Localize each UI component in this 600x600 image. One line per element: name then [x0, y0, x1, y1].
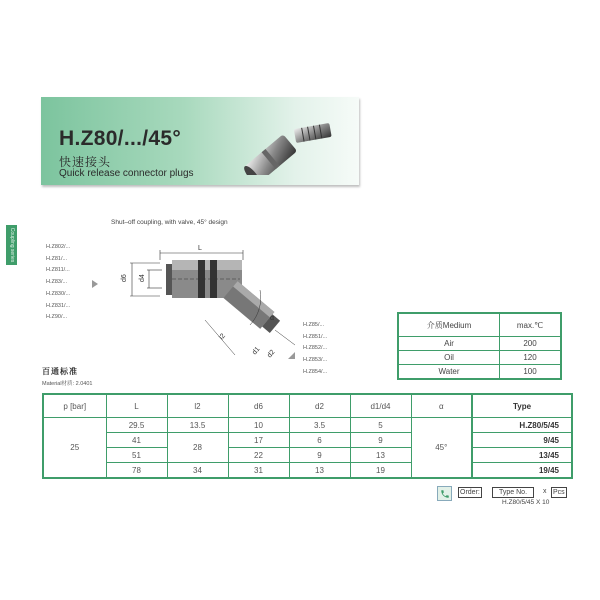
d1d4-cell: 19 [350, 463, 411, 479]
drawing-title: Shut–off coupling, with valve, 45° design [111, 219, 228, 226]
d6-cell: 31 [228, 463, 289, 479]
d2-cell: 3.5 [289, 418, 350, 433]
arrow-right-icon [92, 280, 98, 288]
d6-cell: 10 [228, 418, 289, 433]
header-max-temp: max.℃ [500, 313, 561, 337]
svg-text:l2: l2 [218, 332, 228, 342]
type-cell: H.Z80/5/45 [472, 418, 572, 433]
product-subtitle-en: Quick release connector plugs [59, 168, 194, 179]
L-cell: 41 [106, 433, 167, 448]
model-item: H.Z854/... [303, 368, 328, 375]
arrow-corner-icon [288, 352, 295, 359]
type-no-label: Type No. [492, 487, 534, 498]
model-item: H.Z81/... [46, 255, 68, 262]
medium-cell: Water [398, 365, 500, 380]
d1d4-cell: 13 [350, 448, 411, 463]
product-title: H.Z80/.../45° [59, 127, 182, 150]
header-d6: d6 [228, 394, 289, 418]
compatible-models-right [303, 320, 327, 379]
d2-cell: 6 [289, 433, 350, 448]
d2-cell: 13 [289, 463, 350, 479]
material-label: Material材质: 2.0401 [42, 381, 93, 387]
medium-cell: Oil [398, 351, 500, 365]
model-item: H.Z851/... [303, 333, 328, 340]
L-cell: 51 [106, 448, 167, 463]
d6-cell: 17 [228, 433, 289, 448]
order-example: H.Z80/5/45 X 10 [502, 499, 550, 506]
d1d4-cell: 5 [350, 418, 411, 433]
coupling-series-label: Coupling series [8, 227, 15, 263]
svg-text:d4: d4 [139, 274, 146, 282]
l2-cell: 28 [167, 433, 228, 463]
temp-cell: 100 [500, 365, 561, 380]
model-item: H.Z853/... [303, 357, 328, 364]
model-item: H.Z802/... [46, 244, 71, 250]
svg-text:d2: d2 [266, 348, 277, 360]
header-pressure: p [bar] [43, 394, 106, 418]
header-L: L [106, 394, 167, 418]
model-item: H.Z90/... [46, 314, 68, 321]
technical-drawing [110, 230, 300, 360]
model-item: H.Z83/... [46, 279, 68, 286]
product-subtitle-cn: 快速接头 [59, 155, 112, 169]
header-d1d4: d1/d4 [350, 394, 411, 418]
type-cell: 19/45 [472, 463, 572, 479]
product-photo [237, 115, 357, 175]
L-cell: 29.5 [106, 418, 167, 433]
pcs-label: Pcs [553, 489, 565, 496]
svg-text:d1: d1 [251, 345, 262, 357]
medium-cell: Air [398, 337, 500, 351]
times-symbol: x [543, 488, 547, 495]
l2-cell: 13.5 [167, 418, 228, 433]
L-cell: 78 [106, 463, 167, 479]
header-alpha: α [411, 394, 472, 418]
model-item: H.Z852/... [303, 345, 328, 352]
temp-cell: 200 [500, 337, 561, 351]
product-banner [41, 97, 359, 185]
model-item: H.Z85/... [303, 322, 325, 328]
header-d2: d2 [289, 394, 350, 418]
header-type: Type [472, 394, 572, 418]
compatible-models-left [46, 242, 70, 324]
model-item: H.Z811/... [46, 267, 70, 274]
header-medium: 介质Medium [398, 313, 500, 337]
svg-text:L: L [198, 245, 202, 252]
specification-table [42, 393, 573, 479]
table-row [43, 448, 572, 463]
pressure-cell: 25 [43, 418, 106, 479]
svg-text:d6: d6 [121, 274, 128, 282]
phone-icon[interactable] [437, 486, 452, 501]
d1d4-cell: 9 [350, 433, 411, 448]
alpha-cell: 45° [411, 418, 472, 479]
coupling-series-tab[interactable] [6, 225, 17, 265]
table-row [43, 433, 572, 448]
temp-cell: 120 [500, 351, 561, 365]
d6-cell: 22 [228, 448, 289, 463]
svg-text:α: α [270, 315, 275, 322]
order-label: Order: [460, 489, 480, 496]
d2-cell: 9 [289, 448, 350, 463]
type-cell: 13/45 [472, 448, 572, 463]
standard-label: 百通标准 [42, 367, 78, 376]
model-item: H.Z831/... [46, 302, 71, 309]
table-row [43, 463, 572, 479]
table-row [43, 418, 572, 433]
model-item: H.Z830/... [46, 290, 71, 297]
type-cell: 9/45 [472, 433, 572, 448]
l2-cell: 34 [167, 463, 228, 479]
header-l2: l2 [167, 394, 228, 418]
medium-temperature-table [397, 312, 562, 380]
